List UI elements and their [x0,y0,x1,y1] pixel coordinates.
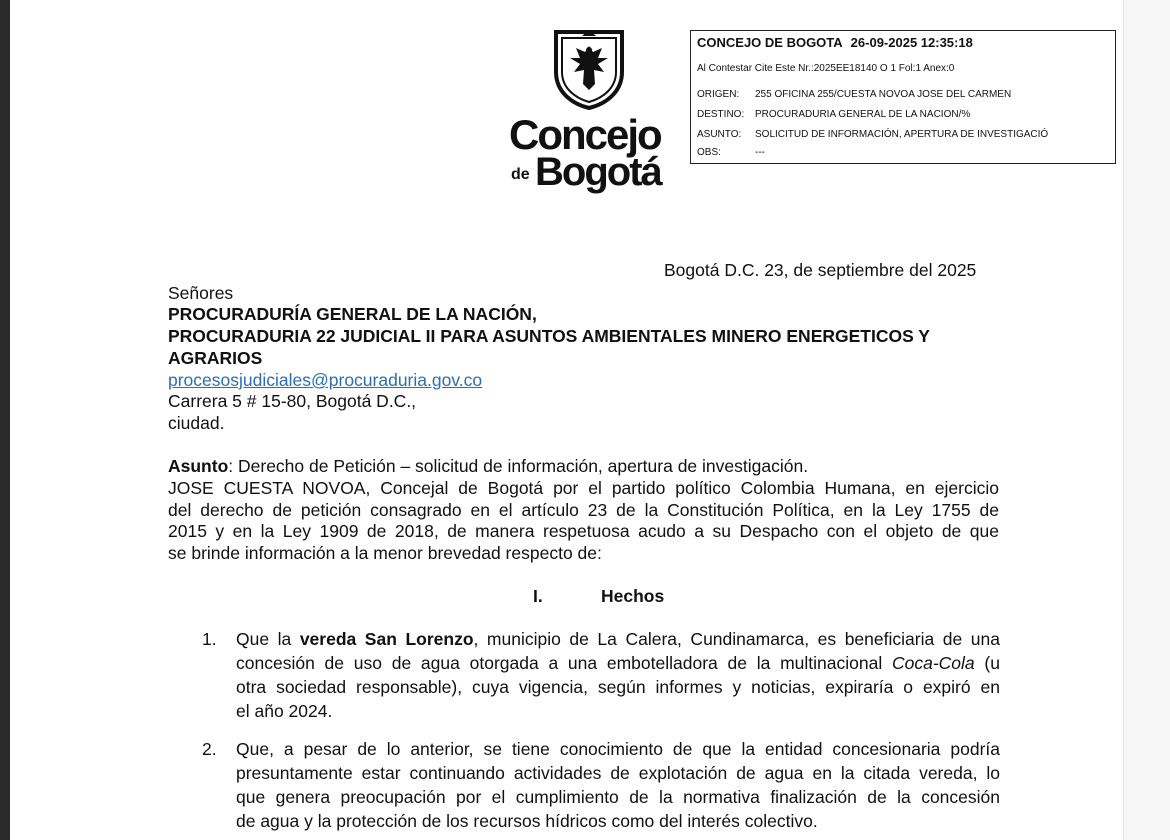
subject-line [168,456,999,478]
intro-line: JOSE CUESTA NOVOA, Concejal de Bogotá por el partido político Colombia Humana, en ejercicio [168,478,999,498]
stamp-asunto [697,129,1048,140]
logo-word-bogota: Bogotá [535,150,661,194]
stamp-datetime: 26-09-2025 12:35:18 [850,35,973,50]
intro-line: 2015 y en la Ley 1909 de 2018, de manera respetuosa acudo a su Despacho con el objeto de que [168,521,999,542]
page-left-edge [0,0,10,840]
stamp-origen-value: 255 OFICINA 255/CUESTA NOVOA JOSE DEL CARMEN [755,89,1012,100]
fact-line [236,651,1000,675]
salutation: Señores [168,283,234,303]
stamp-origen [697,89,1011,100]
stamp-destino [697,109,970,120]
recipient-line-3: AGRARIOS [168,348,263,368]
stamp-obs [697,147,765,158]
page-right-edge [1123,0,1170,840]
recipient-street: Carrera 5 # 15-80, Bogotá D.C., [168,391,417,411]
recipient-city: ciudad. [168,413,225,433]
fact-line: que genera preocupación por el cumplimiento de la normativa finalización de la concesión [236,787,1000,807]
fact-line: de agua y la protección de los recursos hídricos como del interés colectivo. [236,811,818,831]
recipient-email-link[interactable]: procesosjudiciales@procuraduria.gov.co [168,370,483,390]
intro-line: se brinde información a la menor brevedad respecto de: [168,542,602,563]
fact-text: Que la [236,629,300,649]
subject-label: Asunto [168,456,229,476]
fact-line: presuntamente estar continuando actividades de explotación de agua en la citada vereda, lo [236,763,1000,783]
stamp-cite: Al Contestar Cite Este Nr.:2025EE18140 O 1 Fol:1 Anex:0 [697,63,955,74]
stamp-destino-label: DESTINO: [697,109,745,120]
stamp-asunto-label: ASUNTO: [697,129,742,140]
fact-number: 1. [202,629,217,649]
stamp-obs-value: --- [755,147,765,158]
stamp-entity: CONCEJO DE BOGOTA [697,35,843,50]
subject-text: : Derecho de Petición – solicitud de información, apertura de investigación. [228,456,809,476]
fact-text: (u [974,653,1000,673]
fact-line: otra sociedad responsable), cuya vigencia, según informes y noticias, expiraría o expiró en [236,677,1000,697]
coat-of-arms-icon [550,28,628,110]
stamp-destino-value: PROCURADURIA GENERAL DE LA NACION/% [755,109,971,120]
fact-italic-text: Coca-Cola [891,653,975,673]
fact-text: , municipio de La Calera, Cundinamarca, es beneficiaria de una [473,629,1000,649]
logo-word-de: de [511,166,530,183]
fact-text: concesión de uso de agua otorgada a una embotelladora de la multinacional [236,653,892,673]
fact-bold-text: vereda San Lorenzo [299,629,474,649]
fact-number: 2. [202,739,217,759]
recipient-line-1: PROCURADURÍA GENERAL DE LA NACIÓN, [168,304,537,324]
section-title: Hechos [601,586,665,606]
fact-line: Que, a pesar de lo anterior, se tiene conocimiento de que la entidad concesionaria podría [236,739,1000,759]
recipient-line-2: PROCURADURIA 22 JUDICIAL II PARA ASUNTOS AMBIENTALES MINERO ENERGETICOS Y [168,326,930,346]
filing-stamp [690,30,1116,164]
concejo-logo [505,28,665,194]
section-number: I. [533,586,543,606]
fact-line: el año 2024. [236,701,333,721]
logo-word-concejo: Concejo [509,111,661,158]
stamp-header [697,35,973,50]
intro-line: del derecho de petición consagrado en el artículo 23 de la Constitución Política, en la Ley 1755 de [168,499,999,520]
stamp-origen-label: ORIGEN: [697,89,740,100]
intro-paragraph [168,478,999,564]
letter-date: Bogotá D.C. 23, de septiembre del 2025 [664,260,977,280]
stamp-obs-label: OBS: [697,147,721,158]
fact-line [236,627,1000,651]
stamp-asunto-value: SOLICITUD DE INFORMACIÓN, APERTURA DE INVESTIGACIÓ [755,129,1049,140]
